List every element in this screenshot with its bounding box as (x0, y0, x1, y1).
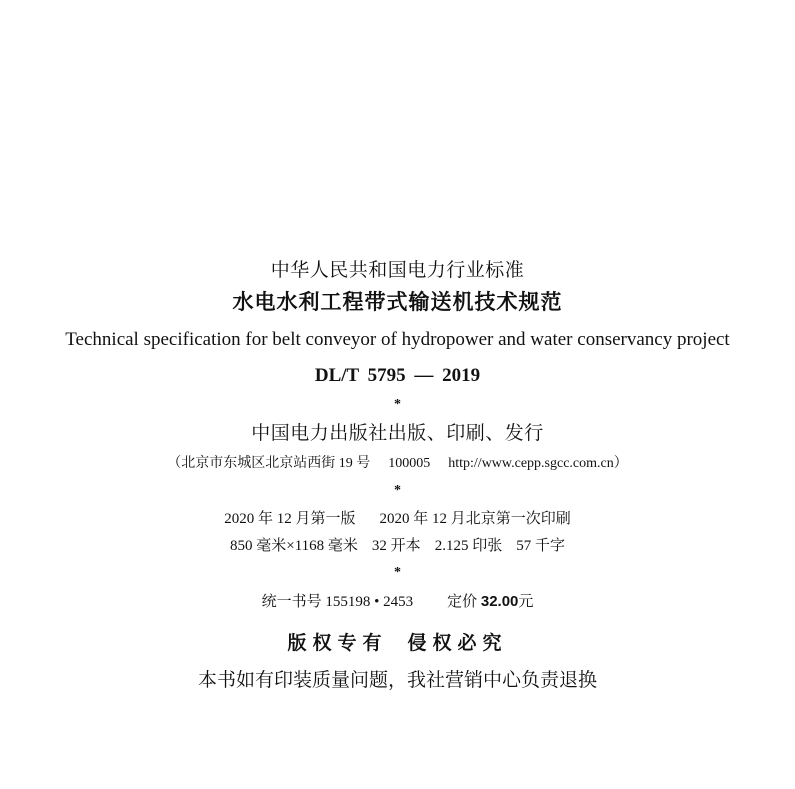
standard-number: DL/T 5795 — 2019 (314, 365, 481, 386)
price-value: 32.00 (480, 593, 519, 610)
book-number-line (0, 594, 795, 610)
title-chinese: 水电水利工程带式输送机技术规范 (232, 290, 563, 314)
price-unit: 元 (518, 594, 534, 610)
first-edition: 2020 年 12 月第一版 (224, 511, 356, 527)
quality-notice: 本书如有印装质量问题，我社营销中心负责退换 (197, 669, 597, 691)
title-english: Technical specification for belt conveyor of hydropower and water conservancy project (65, 329, 730, 350)
separator-asterisk: * (394, 565, 401, 580)
first-printing: 2020 年 12 月北京第一次印刷 (379, 511, 571, 527)
address-street: （北京市东城区北京站西街 19 号 (167, 456, 371, 471)
publisher-line: 中国电力出版社出版、印刷、发行 (251, 422, 544, 444)
separator-asterisk: * (394, 483, 401, 498)
book-number: 统一书号 155198 • 2453 (261, 594, 414, 610)
copyright-notice (0, 634, 795, 653)
format-info (0, 539, 795, 554)
edition-info (0, 512, 795, 527)
standard-type: 中华人民共和国电力行业标准 (270, 259, 525, 281)
copyright-reserved: 版权专有 (287, 632, 388, 654)
paper-size: 850 毫米×1168 毫米 (230, 538, 358, 554)
address-postcode: 100005 (388, 456, 431, 471)
word-count: 57 千字 (516, 538, 565, 554)
price-label: 定价 (447, 594, 478, 610)
printed-sheets: 2.125 印张 (434, 538, 503, 554)
folio: 32 开本 (371, 538, 421, 554)
address-url: http://www.cepp.sgcc.com.cn） (448, 456, 628, 471)
copyright-infringement: 侵权必究 (407, 632, 508, 654)
publisher-address (0, 457, 795, 471)
separator-asterisk: * (394, 397, 401, 412)
